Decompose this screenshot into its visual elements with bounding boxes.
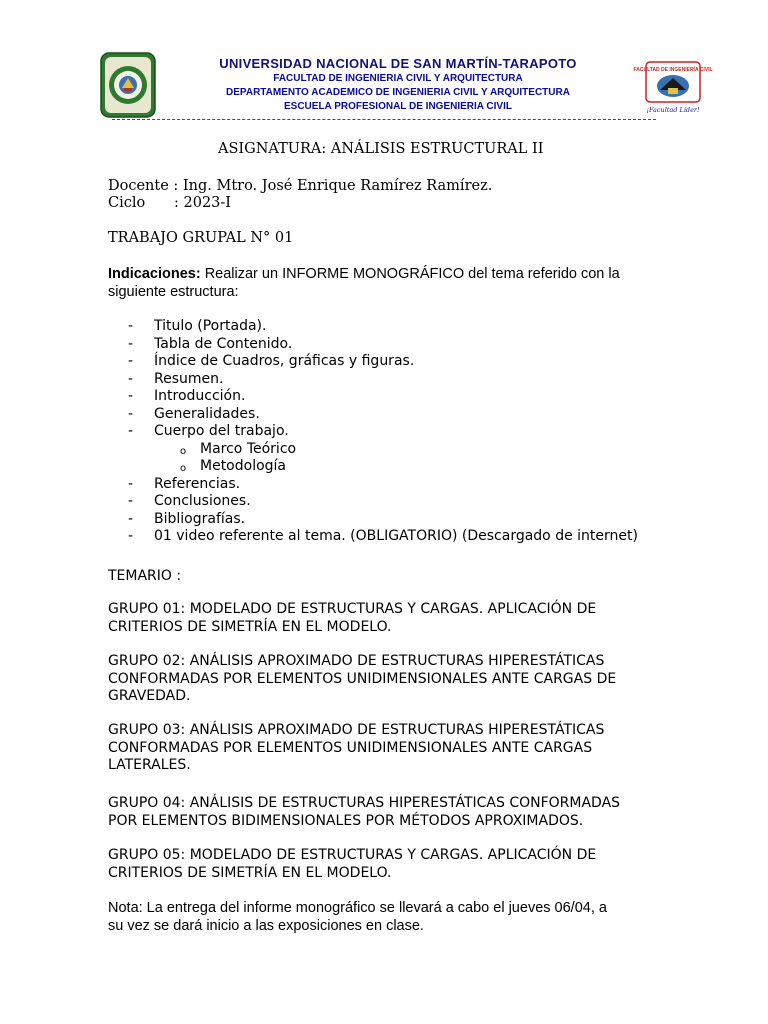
topic-group — [108, 653, 668, 706]
list-item-text: Resumen. — [154, 370, 224, 387]
list-marker: - — [128, 493, 134, 509]
topic-group — [108, 795, 668, 830]
topic-line: GRUPO 04: ANÁLISIS DE ESTRUCTURAS HIPERESTÁTICAS CONFORMADAS — [108, 795, 621, 811]
topic-line: CONFORMADAS POR ELEMENTOS UNIDIMENSIONALES ANTE CARGAS — [108, 739, 593, 756]
faculty-logo-top-text: FACULTAD DE INGENIERÍA CIVIL — [633, 67, 713, 73]
university-name: UNIVERSIDAD NACIONAL DE SAN MARTÍN-TARAPOTO — [219, 56, 577, 71]
topic-group — [108, 722, 668, 775]
cycle-value: : 2023-I — [174, 195, 232, 211]
topic-line: CRITERIOS DE SIMETRÍA EN EL MODELO. — [108, 864, 392, 881]
topic-line: GRUPO 05: MODELADO DE ESTRUCTURAS Y CARGAS. APLICACIÓN DE — [108, 847, 597, 863]
faculty-name: FACULTAD DE INGENIERIA CIVIL Y ARQUITECTURA — [273, 73, 523, 84]
letterhead — [100, 52, 713, 122]
list-marker: - — [128, 318, 134, 334]
list-marker: - — [128, 423, 134, 439]
list-marker: - — [128, 388, 134, 404]
list-item-text: Titulo (Portada). — [154, 318, 267, 334]
list-item-text: Generalidades. — [154, 405, 260, 422]
note-line: su vez se dará inicio a las exposiciones en clase. — [108, 918, 424, 934]
instructions-label: Indicaciones: — [108, 266, 201, 282]
topic-line: CRITERIOS DE SIMETRÍA EN EL MODELO. — [108, 618, 392, 635]
list-marker: - — [128, 405, 134, 422]
topic-group — [108, 847, 668, 882]
topic-line: POR ELEMENTOS BIDIMENSIONALES POR MÉTODOS APROXIMADOS. — [108, 812, 584, 829]
subject-title: ASIGNATURA: ANÁLISIS ESTRUCTURAL II — [218, 141, 544, 157]
header-divider — [112, 119, 656, 120]
list-marker: - — [128, 510, 134, 527]
topic-line: LATERALES. — [108, 757, 191, 773]
list-marker: o — [180, 463, 187, 474]
department-name: DEPARTAMENTO ACADEMICO DE INGENIERIA CIVIL Y ARQUITECTURA — [226, 87, 570, 98]
assignment-title: TRABAJO GRUPAL N° 01 — [108, 230, 294, 246]
topic-line: GRUPO 03: ANÁLISIS APROXIMADO DE ESTRUCTURAS HIPERESTÁTICAS — [108, 722, 605, 738]
list-marker: - — [128, 335, 134, 352]
topic-line: GRUPO 02: ANÁLISIS APROXIMADO DE ESTRUCTURAS HIPERESTÁTICAS — [108, 653, 605, 669]
topic-line: CONFORMADAS POR ELEMENTOS UNIDIMENSIONALES ANTE CARGAS DE — [108, 670, 617, 687]
list-marker: - — [128, 370, 134, 387]
topic-line: GRAVEDAD. — [108, 688, 191, 704]
topic-group — [108, 601, 668, 636]
list-item-text: Bibliografías. — [154, 510, 246, 527]
instructions — [108, 265, 668, 301]
list-item-text: Tabla de Contenido. — [154, 335, 293, 352]
cycle-label: Ciclo — [108, 195, 146, 211]
list-marker: - — [128, 528, 134, 544]
faculty-logo-bottom-text: ¡Facultad Líder! — [646, 106, 700, 114]
university-seal-icon — [100, 52, 156, 118]
topic-line: GRUPO 01: MODELADO DE ESTRUCTURAS Y CARGAS. APLICACIÓN DE — [108, 601, 597, 617]
list-item-text: Conclusiones. — [154, 493, 251, 509]
list-item-text: Referencias. — [154, 475, 241, 492]
list-item-text: 01 video referente al tema. (OBLIGATORIO) (Descargado de internet) — [154, 528, 638, 544]
instructions-text: Realizar un INFORME MONOGRÁFICO del tema referido con la siguiente estructura: — [108, 266, 620, 300]
list-item-text: Índice de Cuadros, gráficas y figuras. — [154, 353, 415, 369]
delivery-note — [108, 899, 668, 935]
list-item-text: Introducción. — [154, 388, 246, 404]
list-marker: - — [128, 353, 134, 369]
list-item-text: Cuerpo del trabajo. — [154, 423, 289, 439]
list-marker: o — [180, 445, 187, 457]
list-item-text: Marco Teórico — [200, 440, 297, 457]
note-line: Nota: La entrega del informe monográfico se llevará a cabo el jueves 06/04, a — [108, 900, 607, 916]
school-name: ESCUELA PROFESIONAL DE INGENIERIA CIVIL — [284, 101, 512, 112]
teacher-line: Docente : Ing. Mtro. José Enrique Ramírez Ramírez. — [108, 178, 493, 194]
temario-label: TEMARIO : — [108, 568, 182, 584]
list-item-text: Metodología — [200, 458, 287, 474]
list-marker: - — [128, 475, 134, 492]
faculty-logo-icon — [633, 60, 713, 120]
cycle-line — [108, 195, 231, 212]
